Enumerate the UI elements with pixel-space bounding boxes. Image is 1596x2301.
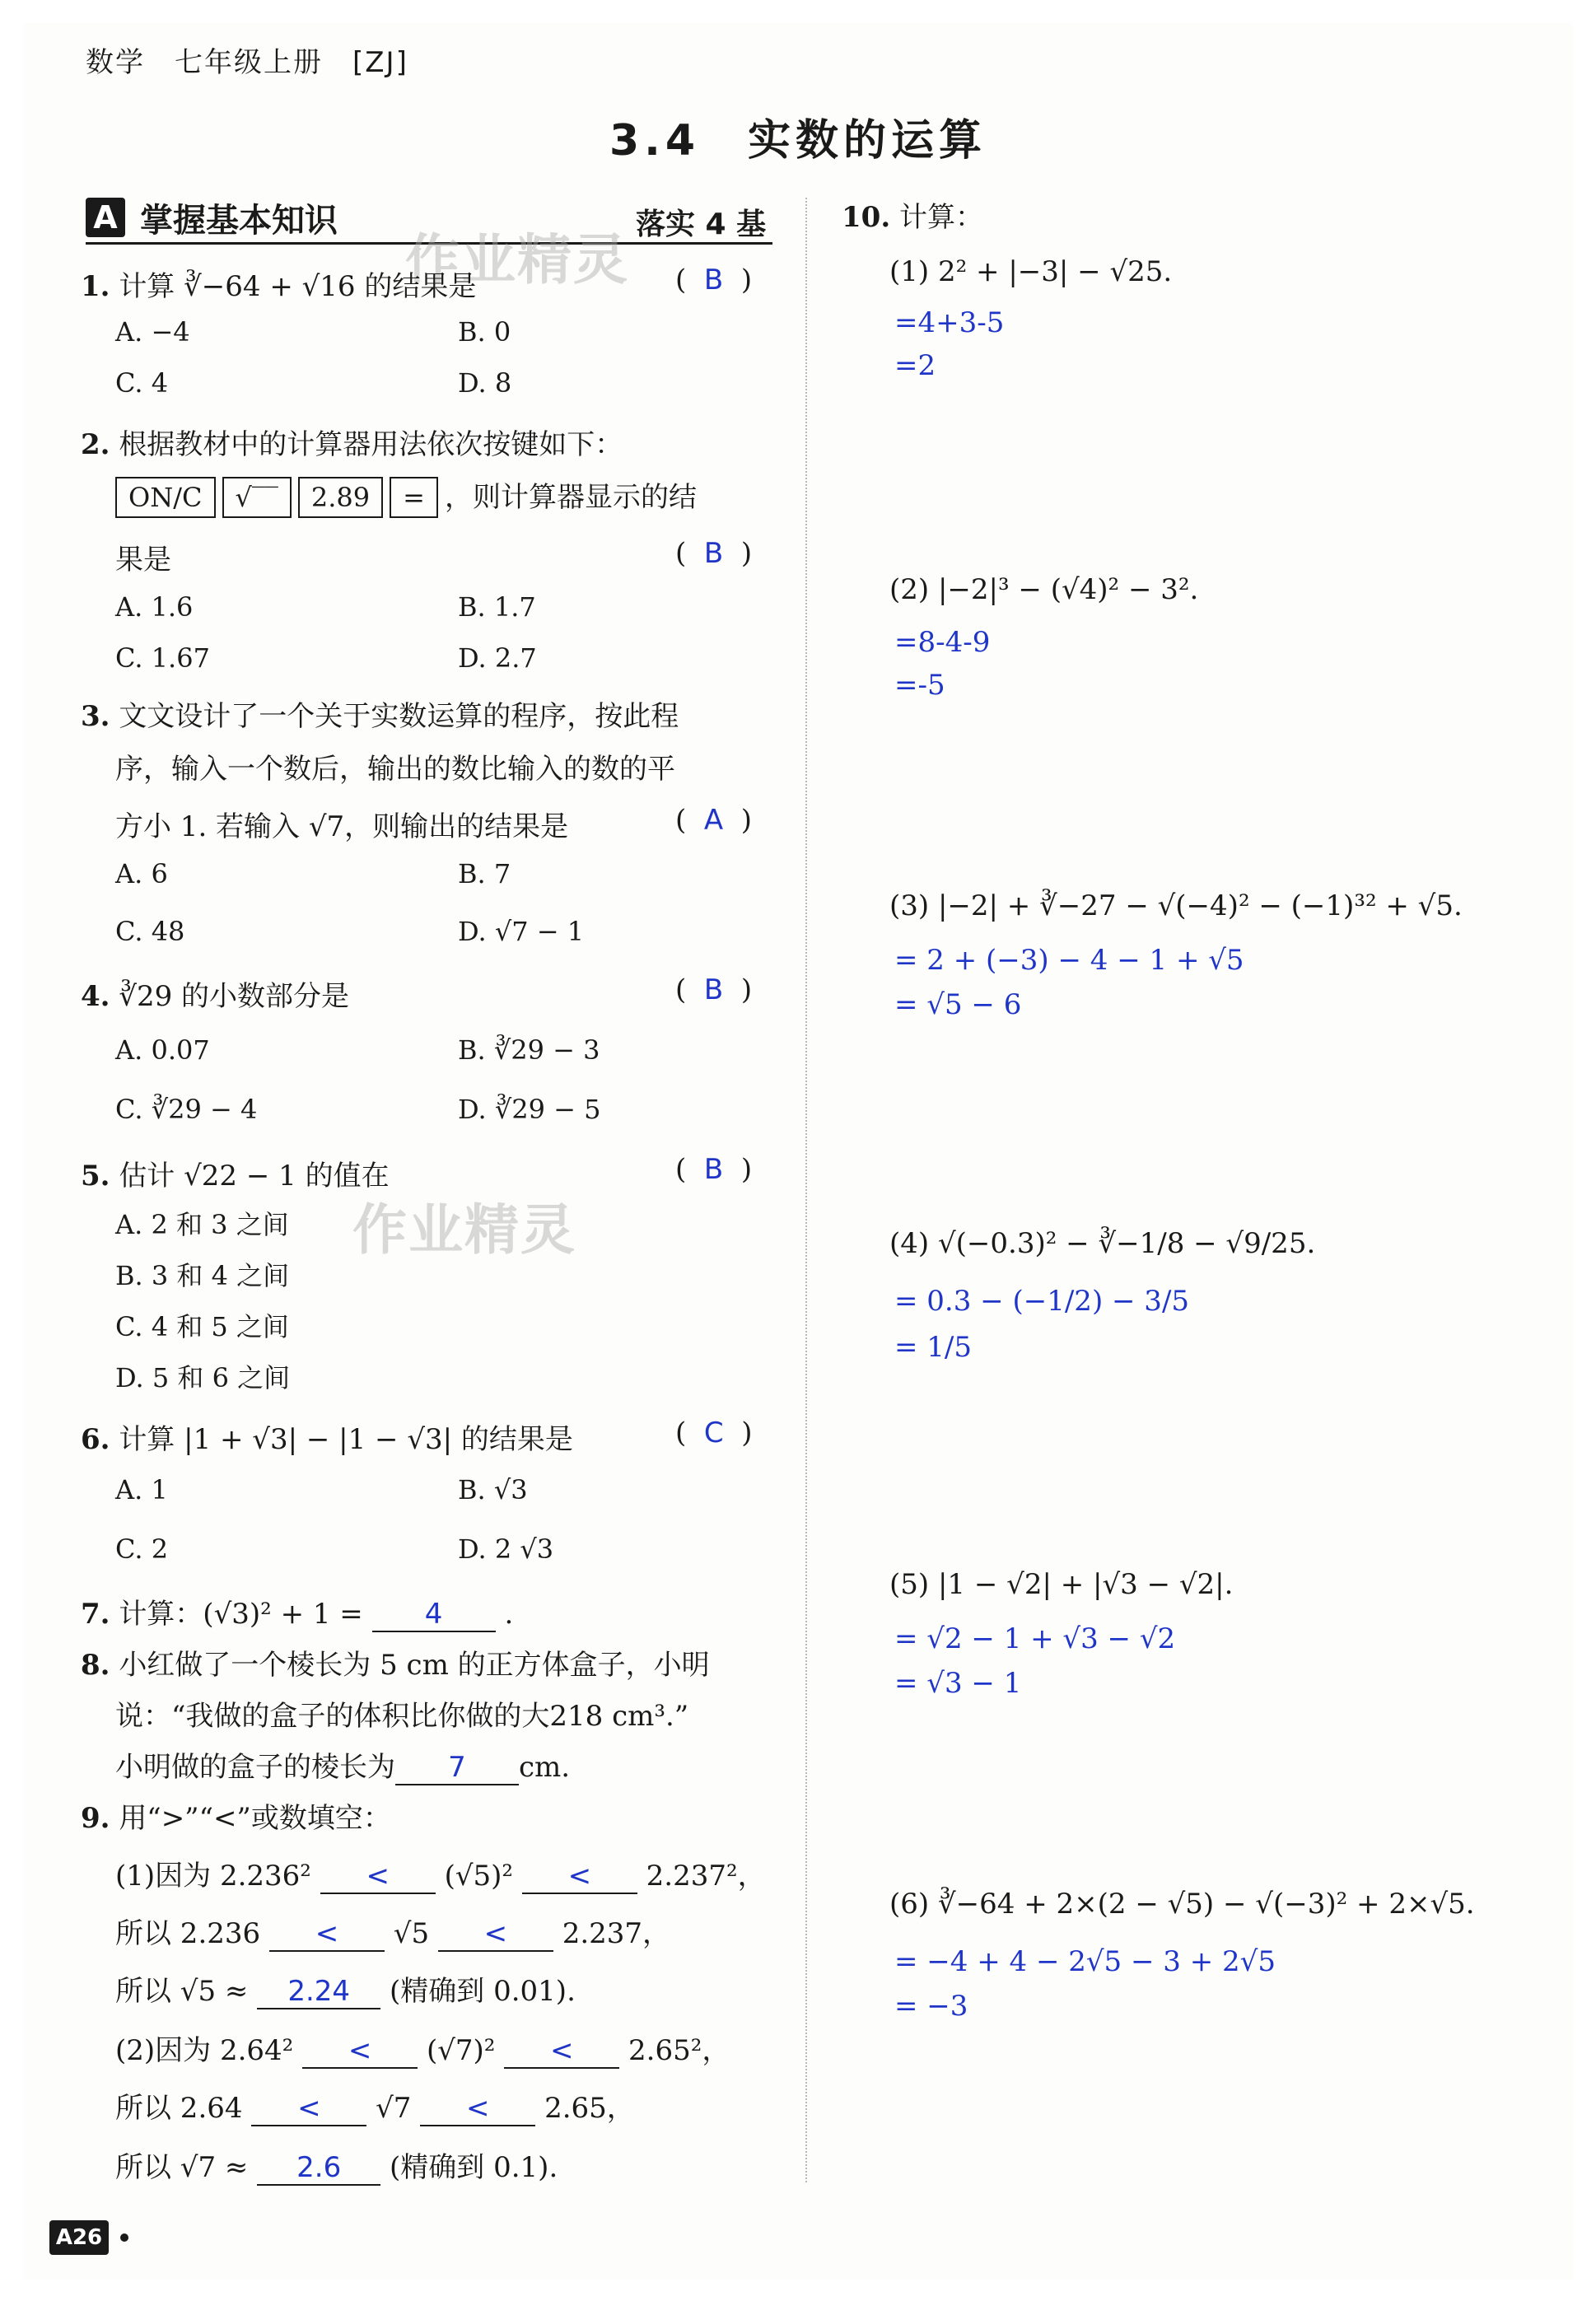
choice: D. 2 √3 xyxy=(458,1533,554,1565)
section-subtitle: 落实 4 基 xyxy=(636,208,767,241)
text: 2.237²， xyxy=(646,1860,766,1893)
column-divider xyxy=(805,198,807,2182)
text: (精确到 0.1). xyxy=(390,2151,558,2184)
question-number: 8. xyxy=(81,1649,110,1682)
q9-line-6 xyxy=(115,2145,558,2186)
text: 所以 2.236 xyxy=(115,1917,261,1950)
choice: D. ∛29 − 5 xyxy=(458,1094,601,1125)
question-stem-cont xyxy=(115,1744,570,1785)
text: √5 xyxy=(393,1917,430,1950)
answer-blank: 4 xyxy=(372,1598,496,1632)
text: 所以 √7 ≈ xyxy=(115,2151,249,2184)
key-number: 2.89 xyxy=(298,477,383,518)
choice: D. 8 xyxy=(458,367,512,399)
q10-part-1-label: (1) 2² + |−3| − √25. xyxy=(889,255,1173,288)
q9-line-5 xyxy=(115,2085,635,2126)
question-1 xyxy=(81,264,476,304)
answer-blank: 7 xyxy=(395,1751,519,1785)
text: 2.65²， xyxy=(628,2034,730,2067)
q9-line-1 xyxy=(115,1853,766,1894)
q9-line-4 xyxy=(115,2028,730,2069)
question-number: 3. xyxy=(81,700,110,733)
question-tail: . xyxy=(504,1598,514,1631)
question-stem: 计算 ∛−64 + √16 的结果是 xyxy=(119,270,477,303)
choice: C. 4 xyxy=(115,367,169,399)
answer: B xyxy=(703,537,724,570)
answer-bracket: ( A ) xyxy=(675,804,753,837)
answer-blank: < xyxy=(251,2092,366,2126)
q10-part-1-work: =4+3-5 xyxy=(894,306,1005,339)
calculator-keys xyxy=(115,474,697,518)
question-stem: 小红做了一个棱长为 5 cm 的正方体盒子，小明 xyxy=(119,1649,710,1682)
question-number: 10. xyxy=(842,201,891,234)
question-2 xyxy=(81,422,623,462)
question-stem: 计算： xyxy=(898,201,983,234)
answer: A xyxy=(703,804,724,837)
q10-part-3-label: (3) |−2| + ∛−27 − √(−4)² − (−1)³² + √5. xyxy=(889,889,1463,922)
choice: B. 0 xyxy=(458,316,511,348)
question-number: 6. xyxy=(81,1423,110,1456)
choice: A. 1.6 xyxy=(115,591,194,623)
choice: B. √3 xyxy=(458,1474,528,1505)
question-8 xyxy=(81,1642,710,1683)
key-sqrt: √‾‾ xyxy=(222,477,292,518)
question-stem: 文文设计了一个关于实数运算的程序，按此程 xyxy=(119,700,679,733)
q10-part-5-work: = √3 − 1 xyxy=(894,1667,1022,1700)
choice: A. 0.07 xyxy=(115,1034,210,1066)
key-equals: = xyxy=(390,477,438,518)
q10-part-5-label: (5) |1 − √2| + |√3 − √2|. xyxy=(889,1568,1234,1601)
question-7 xyxy=(81,1591,513,1632)
watermark: 作业精灵 xyxy=(352,1198,576,1262)
answer-blank: < xyxy=(320,1860,436,1894)
book-header: 数学 七年级上册 [ZJ] xyxy=(86,46,408,79)
question-stem-text: 小明做的盒子的棱长为 xyxy=(115,1751,395,1784)
question-number: 4. xyxy=(81,980,110,1013)
answer-blank: < xyxy=(504,2034,619,2069)
choice: B. 3 和 4 之间 xyxy=(115,1260,290,1291)
question-stem-cont: ，则计算器显示的结 xyxy=(444,481,697,514)
question-stem-cont: 序，输入一个数后，输出的数比输入的数的平 xyxy=(115,753,675,786)
q10-part-6-label: (6) ∛−64 + 2×(2 − √5) − √(−3)² + 2×√5. xyxy=(889,1888,1475,1921)
answer-blank: < xyxy=(438,1917,553,1952)
answer-blank: < xyxy=(302,2034,418,2069)
question-stem: 用“>”“<”或数填空： xyxy=(119,1802,391,1835)
text: 2.65， xyxy=(544,2092,635,2125)
q10-part-3-work: = 2 + (−3) − 4 − 1 + √5 xyxy=(894,944,1244,977)
choice: C. 48 xyxy=(115,916,185,947)
q10-part-2-work: =8-4-9 xyxy=(894,626,991,659)
text: (1)因为 2.236² xyxy=(115,1860,311,1893)
q10-part-5-work: = √2 − 1 + √3 − √2 xyxy=(894,1622,1176,1655)
q10-part-2-work: =-5 xyxy=(894,669,945,702)
answer-blank: < xyxy=(522,1860,637,1894)
answer-blank: < xyxy=(269,1917,385,1952)
question-6 xyxy=(81,1417,573,1457)
question-5 xyxy=(81,1153,390,1193)
choice: B. ∛29 − 3 xyxy=(458,1034,600,1066)
text: 2.237， xyxy=(562,1917,671,1950)
text: (精确到 0.01). xyxy=(390,1975,576,2008)
choice: C. 1.67 xyxy=(115,642,210,674)
choice: B. 7 xyxy=(458,858,511,889)
answer: B xyxy=(703,264,724,296)
text: 所以 2.64 xyxy=(115,2092,243,2125)
page-title: 3.4 实数的运算 xyxy=(609,116,987,166)
answer-bracket: ( B ) xyxy=(675,264,753,296)
question-stem: 计算：(√3)² + 1 = xyxy=(119,1598,363,1631)
text: 所以 √5 ≈ xyxy=(115,1975,249,2008)
question-stem: ∛29 的小数部分是 xyxy=(119,980,350,1013)
question-number: 7. xyxy=(81,1598,110,1631)
question-stem-cont: 果是 xyxy=(115,544,171,576)
question-9 xyxy=(81,1795,391,1836)
choice: A. 2 和 3 之间 xyxy=(115,1209,289,1240)
question-stem-cont: 方小 1. 若输入 √7，则输出的结果是 xyxy=(115,810,569,843)
page-number: A26 xyxy=(49,2220,109,2255)
choice: A. 1 xyxy=(115,1474,168,1505)
question-number: 9. xyxy=(81,1802,110,1835)
answer-blank: < xyxy=(420,2092,535,2126)
question-3 xyxy=(81,693,679,734)
key-on-c: ON/C xyxy=(115,477,216,518)
question-10 xyxy=(842,194,983,235)
watermark: 作业精灵 xyxy=(405,228,629,292)
q10-part-2-label: (2) |−2|³ − (√4)² − 3². xyxy=(889,573,1199,606)
answer: B xyxy=(703,973,724,1006)
choice: C. ∛29 − 4 xyxy=(115,1094,258,1125)
answer-bracket: ( B ) xyxy=(675,1153,753,1186)
page-number-dot xyxy=(120,2233,128,2242)
choice: A. −4 xyxy=(115,316,190,348)
section-title: 掌握基本知识 xyxy=(140,202,338,240)
choice: D. 2.7 xyxy=(458,642,537,674)
answer-bracket: ( C ) xyxy=(675,1417,753,1449)
answer-blank: 2.24 xyxy=(257,1975,380,2009)
q10-part-4-work: = 1/5 xyxy=(894,1331,973,1364)
text: (√7)² xyxy=(426,2034,496,2067)
question-stem: 根据教材中的计算器用法依次按键如下： xyxy=(119,428,623,461)
q10-part-4-label: (4) √(−0.3)² − ∛−1/8 − √9/25. xyxy=(889,1227,1316,1260)
q10-part-4-work: = 0.3 − (−1/2) − 3/5 xyxy=(894,1285,1190,1318)
question-number: 5. xyxy=(81,1160,110,1193)
text: (√5)² xyxy=(444,1860,514,1893)
section-badge: A xyxy=(86,198,125,237)
question-stem: 计算 |1 + √3| − |1 − √3| 的结果是 xyxy=(119,1423,573,1456)
q10-part-3-work: = √5 − 6 xyxy=(894,988,1022,1021)
question-number: 2. xyxy=(81,428,110,461)
q10-part-6-work: = −3 xyxy=(894,1990,968,2023)
q9-line-2 xyxy=(115,1911,670,1952)
answer: B xyxy=(703,1153,724,1186)
choice: B. 1.7 xyxy=(458,591,536,623)
answer: C xyxy=(703,1417,724,1449)
q9-line-3 xyxy=(115,1968,576,2009)
q10-part-6-work: = −4 + 4 − 2√5 − 3 + 2√5 xyxy=(894,1945,1276,1978)
q10-part-1-work: =2 xyxy=(894,349,936,382)
text: √7 xyxy=(376,2092,412,2125)
question-tail: cm. xyxy=(519,1751,571,1784)
choice: D. √7 − 1 xyxy=(458,916,585,947)
choice: C. 2 xyxy=(115,1533,169,1565)
text: (2)因为 2.64² xyxy=(115,2034,294,2067)
answer-bracket: ( B ) xyxy=(675,537,753,570)
choice: C. 4 和 5 之间 xyxy=(115,1311,289,1342)
question-number: 1. xyxy=(81,270,110,303)
choice: A. 6 xyxy=(115,858,168,889)
choice: D. 5 和 6 之间 xyxy=(115,1362,291,1393)
question-stem: 估计 √22 − 1 的值在 xyxy=(119,1160,390,1193)
answer-bracket: ( B ) xyxy=(675,973,753,1006)
question-stem-cont: 说：“我做的盒子的体积比你做的大218 cm³.” xyxy=(115,1700,689,1733)
answer-blank: 2.6 xyxy=(257,2151,380,2186)
question-4 xyxy=(81,973,349,1014)
